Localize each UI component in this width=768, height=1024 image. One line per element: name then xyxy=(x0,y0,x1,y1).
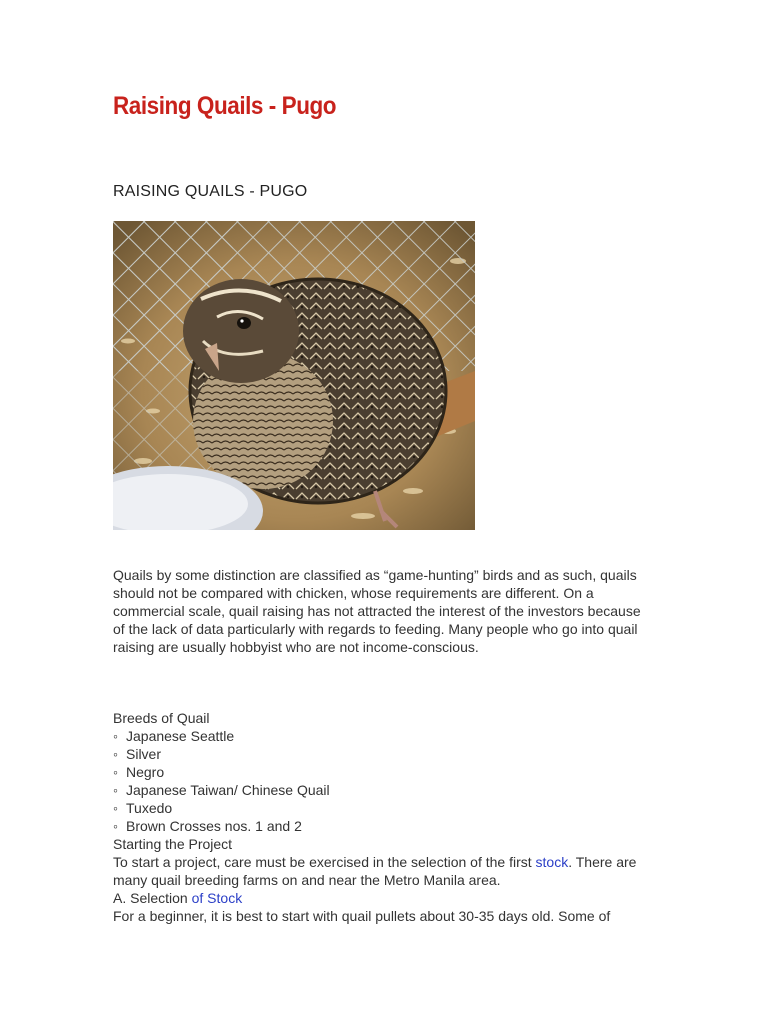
stock-link[interactable]: stock xyxy=(535,854,569,870)
breeds-list xyxy=(113,727,653,835)
bullet-icon: ◦ xyxy=(113,782,118,798)
quail-photo xyxy=(113,221,475,530)
starting-paragraph: To start a project, care must be exercised in the selection of the first stock. There are many quail breeding farms on and near the Metro Manila area. xyxy=(113,854,637,888)
list-item: ◦ Japanese Taiwan/ Chinese Quail xyxy=(113,782,330,798)
list-item: ◦ Japanese Seattle xyxy=(113,728,235,744)
list-item: ◦ Brown Crosses nos. 1 and 2 xyxy=(113,818,302,834)
selection-paragraph: For a beginner, it is best to start with quail pullets about 30-35 days old. Some of xyxy=(113,908,611,924)
intro-paragraph: Quails by some distinction are classified as “game-hunting” birds and as such, quails should not be compared with chicken, whose requirements are different. On a commercial scale, quail raising has not attracted the interest of the investors because of the lack of data particularly with regards to feeding. Many people who go into quail raising are usually hobbyist who are not income-conscious. xyxy=(113,567,641,655)
bullet-icon: ◦ xyxy=(113,746,118,762)
bullet-icon: ◦ xyxy=(113,818,118,834)
bullet-icon: ◦ xyxy=(113,728,118,744)
list-item: ◦ Silver xyxy=(113,746,162,762)
breeds-section xyxy=(113,709,653,925)
bullet-icon: ◦ xyxy=(113,800,118,816)
list-item: ◦ Tuxedo xyxy=(113,800,173,816)
selection-heading: A. Selection of Stock xyxy=(113,890,243,906)
bullet-icon: ◦ xyxy=(113,764,118,780)
breeds-heading: Breeds of Quail xyxy=(113,710,210,726)
page-title: Raising Quails - Pugo xyxy=(113,92,337,120)
of-stock-link[interactable]: of Stock xyxy=(191,890,243,906)
starting-heading: Starting the Project xyxy=(113,836,233,852)
article-subtitle: RAISING QUAILS - PUGO xyxy=(113,183,308,200)
list-item: ◦ Negro xyxy=(113,764,165,780)
